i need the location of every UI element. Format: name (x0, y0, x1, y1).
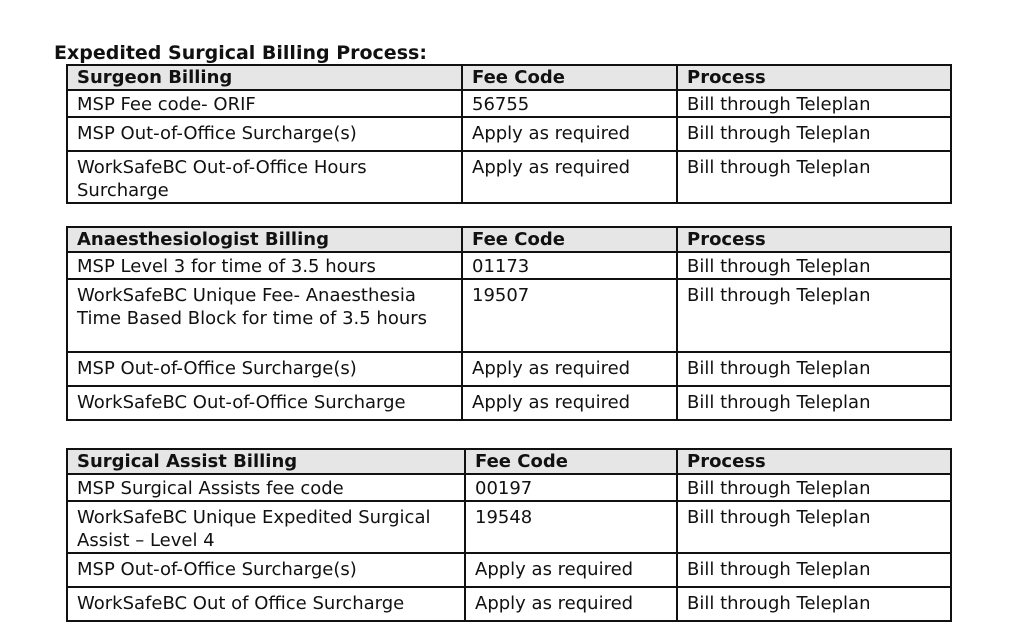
billing-item-cell: MSP Level 3 for time of 3.5 hours (67, 252, 462, 279)
column-header-process: Process (677, 449, 951, 474)
fee-code-cell: 19507 (462, 279, 677, 352)
table-row (67, 90, 951, 117)
column-header-billing: Surgical Assist Billing (67, 449, 465, 474)
process-cell: Bill through Teleplan (677, 587, 951, 621)
table-row (67, 501, 951, 553)
surgical-assist-billing-table (66, 448, 952, 622)
fee-code-cell: Apply as required (462, 352, 677, 386)
surgeon-billing-table (66, 64, 952, 204)
table-row (67, 474, 951, 501)
process-cell: Bill through Teleplan (677, 151, 951, 203)
table-row (67, 553, 951, 587)
process-cell: Bill through Teleplan (677, 252, 951, 279)
table-row (67, 252, 951, 279)
table-header-row (67, 227, 951, 252)
fee-code-cell: 00197 (465, 474, 677, 501)
table-header-row (67, 65, 951, 90)
fee-code-cell: 19548 (465, 501, 677, 553)
fee-code-cell: Apply as required (462, 151, 677, 203)
billing-item-cell: MSP Fee code- ORIF (67, 90, 462, 117)
document-title: Expedited Surgical Billing Process: (54, 42, 427, 64)
billing-item-cell: WorkSafeBC Out-of-Office Surcharge (67, 386, 462, 420)
process-cell: Bill through Teleplan (677, 90, 951, 117)
column-header-billing: Surgeon Billing (67, 65, 462, 90)
fee-code-cell: 56755 (462, 90, 677, 117)
fee-code-cell: Apply as required (465, 587, 677, 621)
billing-item-cell: MSP Surgical Assists fee code (67, 474, 465, 501)
billing-item-cell: WorkSafeBC Out of Office Surcharge (67, 587, 465, 621)
column-header-process: Process (677, 65, 951, 90)
process-cell: Bill through Teleplan (677, 279, 951, 352)
column-header-process: Process (677, 227, 951, 252)
billing-item-cell: WorkSafeBC Unique Fee- Anaesthesia Time Based Block for time of 3.5 hours (67, 279, 462, 352)
billing-item-cell: WorkSafeBC Out-of-Office Hours Surcharge (67, 151, 462, 203)
fee-code-cell: Apply as required (465, 553, 677, 587)
column-header-fee-code: Fee Code (465, 449, 677, 474)
billing-item-cell: MSP Out-of-Office Surcharge(s) (67, 117, 462, 151)
process-cell: Bill through Teleplan (677, 474, 951, 501)
column-header-billing: Anaesthesiologist Billing (67, 227, 462, 252)
fee-code-cell: Apply as required (462, 117, 677, 151)
process-cell: Bill through Teleplan (677, 352, 951, 386)
billing-item-cell: WorkSafeBC Unique Expedited Surgical Assist – Level 4 (67, 501, 465, 553)
column-header-fee-code: Fee Code (462, 227, 677, 252)
table-row (67, 352, 951, 386)
process-cell: Bill through Teleplan (677, 386, 951, 420)
process-cell: Bill through Teleplan (677, 117, 951, 151)
billing-item-cell: MSP Out-of-Office Surcharge(s) (67, 553, 465, 587)
fee-code-cell: Apply as required (462, 386, 677, 420)
table-row (67, 279, 951, 352)
table-row (67, 117, 951, 151)
table-row (67, 386, 951, 420)
column-header-fee-code: Fee Code (462, 65, 677, 90)
table-header-row (67, 449, 951, 474)
process-cell: Bill through Teleplan (677, 553, 951, 587)
billing-item-cell: MSP Out-of-Office Surcharge(s) (67, 352, 462, 386)
process-cell: Bill through Teleplan (677, 501, 951, 553)
anaesthesiologist-billing-table (66, 226, 952, 421)
table-row (67, 587, 951, 621)
table-row (67, 151, 951, 203)
fee-code-cell: 01173 (462, 252, 677, 279)
